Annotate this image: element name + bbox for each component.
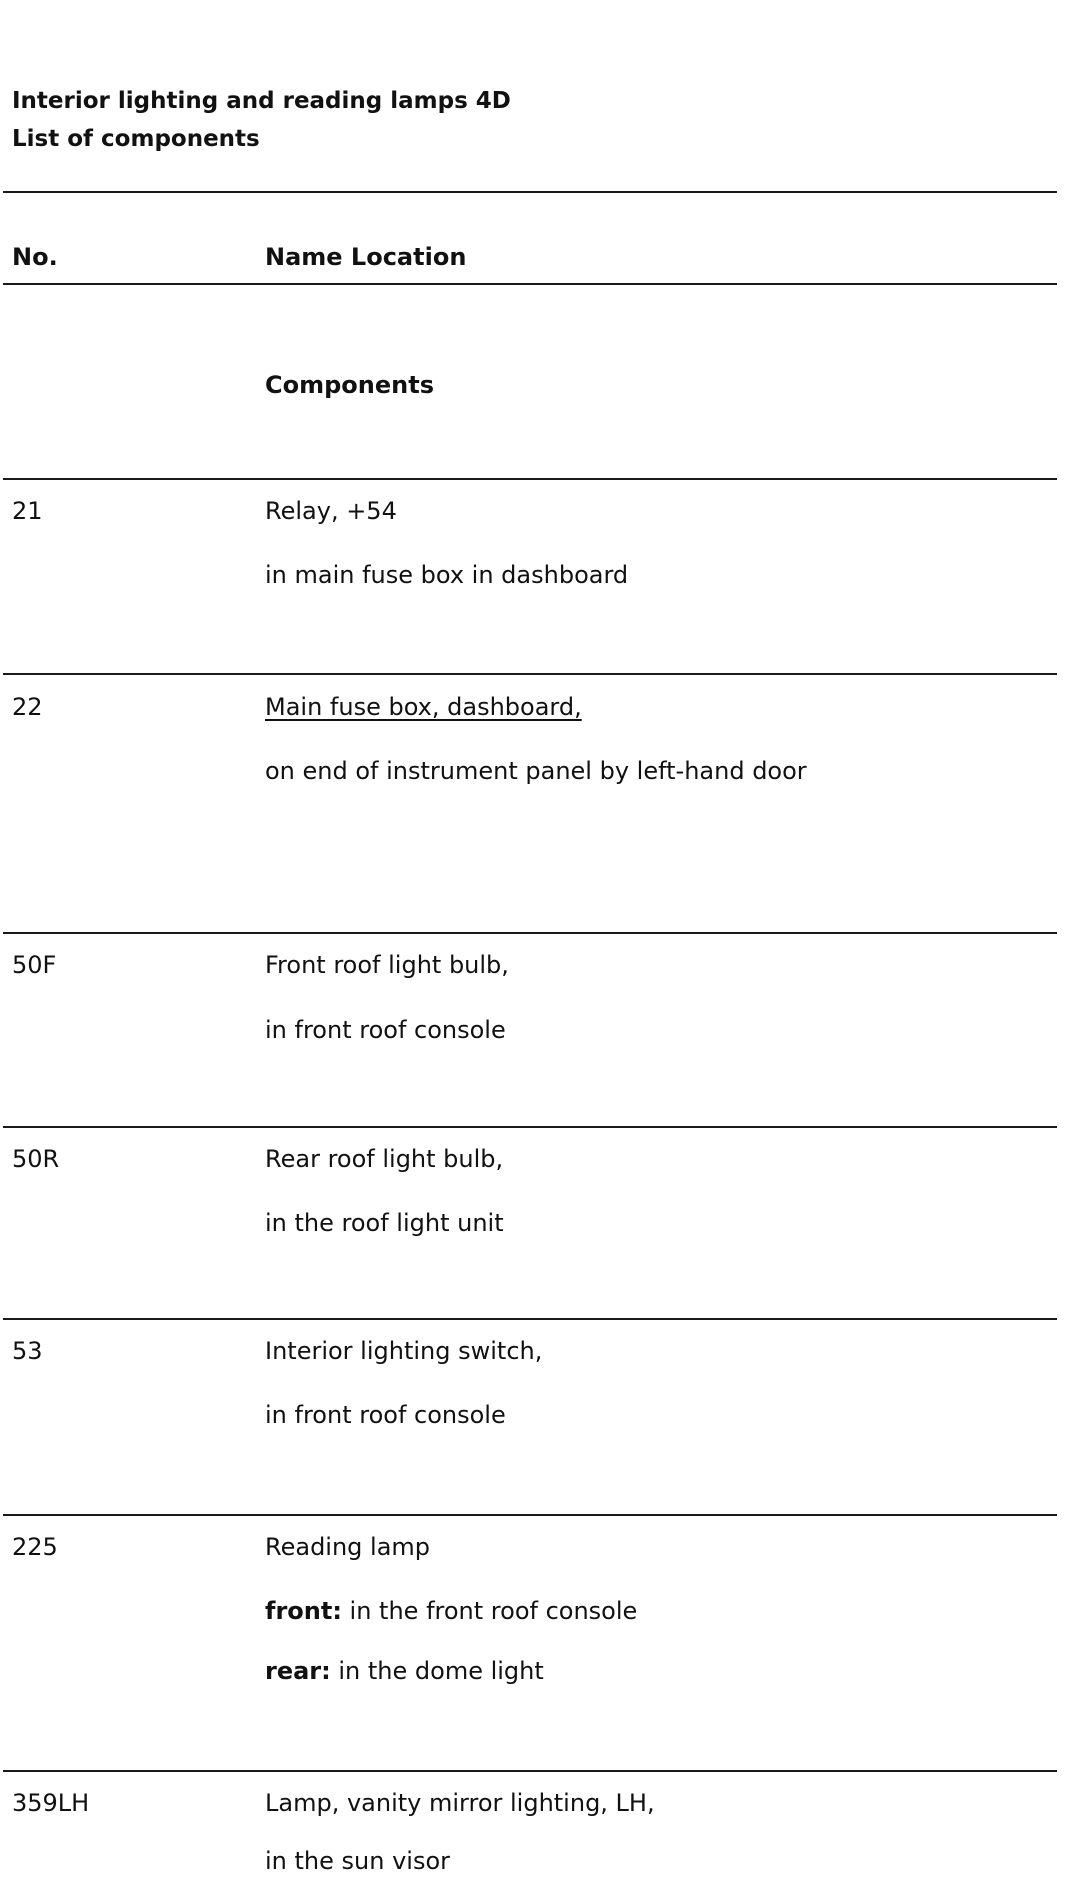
component-name: Front roof light bulb,	[265, 951, 509, 979]
component-number: 22	[12, 693, 43, 721]
location-text-front: in the front roof console	[341, 1597, 638, 1625]
header-name-location: Name Location	[265, 243, 467, 271]
component-name: Interior lighting switch,	[265, 1337, 543, 1365]
component-location: on end of instrument panel by left-hand door	[265, 757, 807, 785]
component-location: in the sun visor	[265, 1847, 451, 1875]
row-rule	[3, 478, 1057, 480]
component-location-front	[265, 1596, 637, 1626]
row-rule	[3, 1318, 1057, 1320]
component-number: 21	[12, 497, 43, 525]
row-rule	[3, 1514, 1057, 1516]
location-text-rear: in the dome light	[330, 1657, 544, 1685]
header-no: No.	[12, 243, 58, 271]
location-label-rear: rear:	[265, 1657, 331, 1685]
component-location: in front roof console	[265, 1016, 506, 1044]
section-heading: Components	[265, 371, 434, 399]
component-location: in the roof light unit	[265, 1209, 504, 1237]
component-number: 225	[12, 1533, 58, 1561]
component-name: Lamp, vanity mirror lighting, LH,	[265, 1789, 655, 1817]
document-title: Interior lighting and reading lamps 4D	[12, 88, 511, 114]
location-label-front: front:	[265, 1597, 342, 1625]
component-location: in front roof console	[265, 1401, 506, 1429]
table-top-rule	[3, 191, 1057, 193]
component-location: in main fuse box in dashboard	[265, 561, 629, 589]
component-number: 50R	[12, 1145, 60, 1173]
document-subtitle: List of components	[12, 126, 260, 152]
row-rule	[3, 1770, 1057, 1772]
component-number: 53	[12, 1337, 43, 1365]
component-name: Main fuse box, dashboard,	[265, 693, 582, 721]
header-rule	[3, 283, 1057, 285]
component-number: 359LH	[12, 1789, 90, 1817]
component-name: Reading lamp	[265, 1533, 431, 1561]
component-number: 50F	[12, 951, 57, 979]
component-name: Rear roof light bulb,	[265, 1145, 504, 1173]
row-rule	[3, 1126, 1057, 1128]
row-rule	[3, 673, 1057, 675]
component-location-rear	[265, 1656, 544, 1686]
component-name: Relay, +54	[265, 497, 397, 525]
row-rule	[3, 932, 1057, 934]
